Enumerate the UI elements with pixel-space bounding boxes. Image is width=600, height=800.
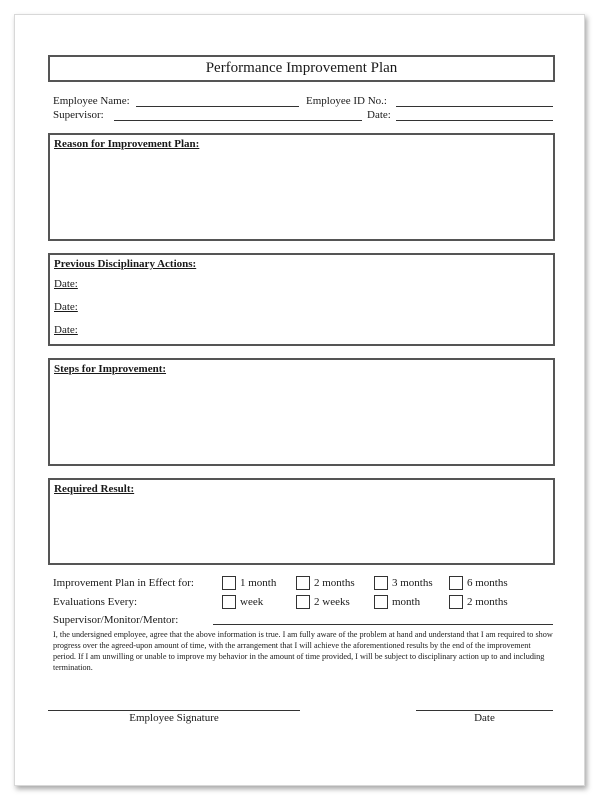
supervisor-label: Supervisor: [53,109,104,121]
eval-week-checkbox[interactable] [222,595,236,609]
steps-box[interactable] [48,358,555,466]
evaluations-label: Evaluations Every: [53,596,138,608]
steps-heading: Steps for Improvement: [54,363,167,375]
supervisor-field[interactable] [114,120,362,121]
plan-3-months-label: 3 months [392,577,433,589]
required-result-heading: Required Result: [54,483,135,495]
required-result-box[interactable] [48,478,555,565]
plan-effect-label: Improvement Plan in Effect for: [53,577,194,589]
eval-month-checkbox[interactable] [374,595,388,609]
reason-heading: Reason for Improvement Plan: [54,138,200,150]
employee-signature-label: Employee Signature [129,712,219,724]
previous-actions-heading: Previous Disciplinary Actions: [54,258,197,270]
eval-2-months-label: 2 months [467,596,508,608]
plan-6-months-checkbox[interactable] [449,576,463,590]
mentor-field[interactable] [213,624,553,625]
date-label: Date: [367,109,391,121]
signature-date-line[interactable] [416,710,553,711]
plan-1-month-checkbox[interactable] [222,576,236,590]
plan-3-months-checkbox[interactable] [374,576,388,590]
employee-id-field[interactable] [396,106,553,107]
plan-2-months-checkbox[interactable] [296,576,310,590]
previous-date-2: Date: [54,301,78,313]
mentor-label: Supervisor/Monitor/Mentor: [53,614,179,626]
previous-date-3: Date: [54,324,78,336]
form-title: Performance Improvement Plan [48,55,555,82]
eval-month-label: month [392,596,421,608]
previous-actions-box[interactable] [48,253,555,346]
plan-6-months-label: 6 months [467,577,508,589]
signature-date-label: Date [474,712,495,724]
employee-signature-line[interactable] [48,710,300,711]
eval-2-weeks-label: 2 weeks [314,596,350,608]
employee-id-label: Employee ID No.: [306,95,387,107]
eval-2-weeks-checkbox[interactable] [296,595,310,609]
previous-date-1: Date: [54,278,78,290]
reason-box[interactable] [48,133,555,241]
plan-1-month-label: 1 month [240,577,277,589]
plan-2-months-label: 2 months [314,577,355,589]
employee-name-field[interactable] [136,106,299,107]
employee-name-label: Employee Name: [53,95,130,107]
form-page [14,14,585,786]
eval-2-months-checkbox[interactable] [449,595,463,609]
eval-week-label: week [240,596,264,608]
date-field[interactable] [396,120,553,121]
agreement-text: I, the undersigned employee, agree that the above information is true. I am fully aware of the problem at hand and understand that I am required to show progress over the agreed-upon amount of time, with the arrangement that I will achieve the aforementioned results by the end of the improvement period. If I am unwilling or unable to improve my behavior in the amount of time provided, I will be subject to disciplinary action up to and including termination. [53,630,553,672]
